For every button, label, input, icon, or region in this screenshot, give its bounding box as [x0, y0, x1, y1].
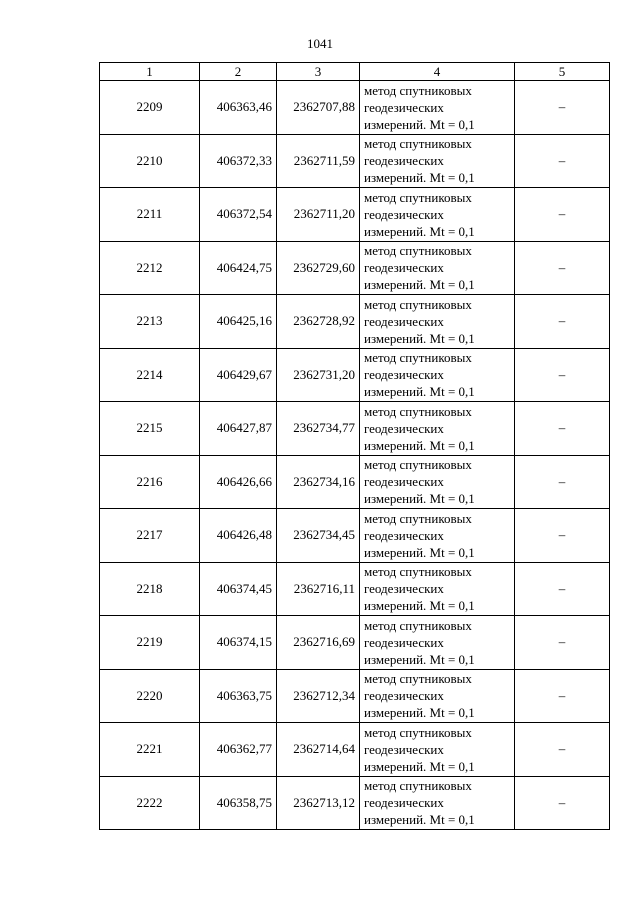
method-line: измерений. Mt = 0,1: [364, 384, 475, 400]
page-number: 1041: [307, 36, 333, 51]
table-row: [100, 562, 610, 616]
method-cell: [360, 402, 515, 456]
note-cell: –: [515, 723, 610, 777]
x-coordinate-cell: 406425,16: [200, 295, 277, 349]
method-line: метод спутниковых: [364, 457, 472, 473]
table-row: [100, 81, 610, 135]
note-cell: –: [515, 669, 610, 723]
x-coordinate-cell: 406372,54: [200, 188, 277, 242]
table-row: [100, 134, 610, 188]
method-line: метод спутниковых: [364, 82, 472, 98]
method-line: измерений. Mt = 0,1: [364, 330, 475, 346]
method-line: геодезических: [364, 99, 444, 115]
table-row: [100, 616, 610, 670]
y-coordinate-cell: 2362734,45: [277, 509, 360, 563]
note-cell: –: [515, 616, 610, 670]
method-line: метод спутниковых: [364, 136, 472, 152]
y-coordinate-cell: 2362707,88: [277, 81, 360, 135]
method-line: геодезических: [364, 367, 444, 383]
method-line: измерений. Mt = 0,1: [364, 223, 475, 239]
point-number-cell: 2219: [100, 616, 200, 670]
note-cell: –: [515, 776, 610, 830]
method-cell: [360, 669, 515, 723]
method-line: геодезических: [364, 474, 444, 490]
method-line: метод спутниковых: [364, 350, 472, 366]
method-cell: [360, 295, 515, 349]
y-coordinate-cell: 2362712,34: [277, 669, 360, 723]
method-line: геодезических: [364, 688, 444, 704]
method-cell: [360, 81, 515, 135]
y-coordinate-cell: 2362711,59: [277, 134, 360, 188]
coordinates-table: [99, 62, 610, 830]
method-line: метод спутниковых: [364, 724, 472, 740]
table-row: [100, 455, 610, 509]
note-cell: –: [515, 81, 610, 135]
header-col-3: 3: [277, 63, 360, 81]
x-coordinate-cell: 406426,48: [200, 509, 277, 563]
method-line: геодезических: [364, 741, 444, 757]
method-line: метод спутниковых: [364, 510, 472, 526]
method-cell: [360, 776, 515, 830]
method-line: геодезических: [364, 581, 444, 597]
x-coordinate-cell: 406363,46: [200, 81, 277, 135]
header-col-1: 1: [100, 63, 200, 81]
x-coordinate-cell: 406372,33: [200, 134, 277, 188]
method-line: измерений. Mt = 0,1: [364, 277, 475, 293]
x-coordinate-cell: 406426,66: [200, 455, 277, 509]
method-cell: [360, 134, 515, 188]
note-cell: –: [515, 402, 610, 456]
point-number-cell: 2213: [100, 295, 200, 349]
x-coordinate-cell: 406429,67: [200, 348, 277, 402]
header-col-5: 5: [515, 63, 610, 81]
x-coordinate-cell: 406362,77: [200, 723, 277, 777]
y-coordinate-cell: 2362716,69: [277, 616, 360, 670]
method-cell: [360, 723, 515, 777]
note-cell: –: [515, 455, 610, 509]
method-line: измерений. Mt = 0,1: [364, 491, 475, 507]
point-number-cell: 2222: [100, 776, 200, 830]
y-coordinate-cell: 2362711,20: [277, 188, 360, 242]
x-coordinate-cell: 406358,75: [200, 776, 277, 830]
note-cell: –: [515, 348, 610, 402]
method-line: измерений. Mt = 0,1: [364, 170, 475, 186]
note-cell: –: [515, 509, 610, 563]
y-coordinate-cell: 2362714,64: [277, 723, 360, 777]
method-line: геодезических: [364, 206, 444, 222]
point-number-cell: 2214: [100, 348, 200, 402]
table-row: [100, 241, 610, 295]
method-line: измерений. Mt = 0,1: [364, 705, 475, 721]
note-cell: –: [515, 188, 610, 242]
method-line: геодезических: [364, 260, 444, 276]
point-number-cell: 2221: [100, 723, 200, 777]
table-row: [100, 295, 610, 349]
note-cell: –: [515, 562, 610, 616]
method-line: метод спутниковых: [364, 778, 472, 794]
method-cell: [360, 188, 515, 242]
point-number-cell: 2212: [100, 241, 200, 295]
method-line: геодезических: [364, 313, 444, 329]
y-coordinate-cell: 2362713,12: [277, 776, 360, 830]
x-coordinate-cell: 406363,75: [200, 669, 277, 723]
table-row: [100, 348, 610, 402]
point-number-cell: 2218: [100, 562, 200, 616]
table-header-row: [100, 63, 610, 81]
point-number-cell: 2220: [100, 669, 200, 723]
x-coordinate-cell: 406374,45: [200, 562, 277, 616]
x-coordinate-cell: 406374,15: [200, 616, 277, 670]
method-line: геодезических: [364, 527, 444, 543]
method-line: метод спутниковых: [364, 243, 472, 259]
y-coordinate-cell: 2362731,20: [277, 348, 360, 402]
method-line: измерений. Mt = 0,1: [364, 758, 475, 774]
method-line: измерений. Mt = 0,1: [364, 116, 475, 132]
table-row: [100, 188, 610, 242]
y-coordinate-cell: 2362734,77: [277, 402, 360, 456]
note-cell: –: [515, 241, 610, 295]
y-coordinate-cell: 2362734,16: [277, 455, 360, 509]
method-line: измерений. Mt = 0,1: [364, 598, 475, 614]
point-number-cell: 2210: [100, 134, 200, 188]
method-cell: [360, 616, 515, 670]
point-number-cell: 2216: [100, 455, 200, 509]
method-line: метод спутниковых: [364, 403, 472, 419]
method-cell: [360, 562, 515, 616]
method-cell: [360, 509, 515, 563]
method-line: измерений. Mt = 0,1: [364, 651, 475, 667]
method-line: метод спутниковых: [364, 564, 472, 580]
method-line: метод спутниковых: [364, 671, 472, 687]
method-cell: [360, 455, 515, 509]
header-col-4: 4: [360, 63, 515, 81]
y-coordinate-cell: 2362729,60: [277, 241, 360, 295]
method-cell: [360, 348, 515, 402]
method-line: геодезических: [364, 795, 444, 811]
y-coordinate-cell: 2362716,11: [277, 562, 360, 616]
y-coordinate-cell: 2362728,92: [277, 295, 360, 349]
point-number-cell: 2215: [100, 402, 200, 456]
header-col-2: 2: [200, 63, 277, 81]
point-number-cell: 2217: [100, 509, 200, 563]
method-line: геодезических: [364, 420, 444, 436]
method-line: метод спутниковых: [364, 189, 472, 205]
method-line: геодезических: [364, 153, 444, 169]
x-coordinate-cell: 406427,87: [200, 402, 277, 456]
method-line: измерений. Mt = 0,1: [364, 812, 475, 828]
point-number-cell: 2209: [100, 81, 200, 135]
method-line: измерений. Mt = 0,1: [364, 544, 475, 560]
point-number-cell: 2211: [100, 188, 200, 242]
note-cell: –: [515, 295, 610, 349]
method-line: метод спутниковых: [364, 296, 472, 312]
method-line: геодезических: [364, 634, 444, 650]
method-cell: [360, 241, 515, 295]
table-row: [100, 509, 610, 563]
table-row: [100, 723, 610, 777]
table-row: [100, 669, 610, 723]
table-row: [100, 776, 610, 830]
method-line: метод спутниковых: [364, 617, 472, 633]
note-cell: –: [515, 134, 610, 188]
table-row: [100, 402, 610, 456]
x-coordinate-cell: 406424,75: [200, 241, 277, 295]
method-line: измерений. Mt = 0,1: [364, 437, 475, 453]
table-body: [100, 81, 610, 830]
